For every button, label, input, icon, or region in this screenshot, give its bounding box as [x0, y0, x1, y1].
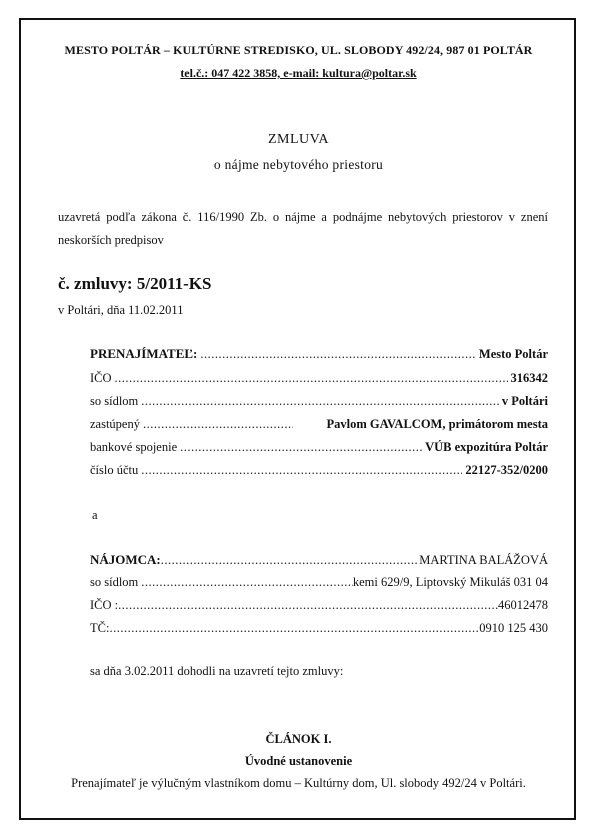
- landlord-bank-row: [90, 440, 548, 458]
- document-title: ZMLUVA: [267, 132, 330, 147]
- conjunction-and: a: [92, 508, 98, 522]
- landlord-ico: 316342: [510, 371, 548, 385]
- place-date: v Poltári, dňa 11.02.2011: [58, 303, 184, 317]
- dot-leader: [180, 440, 422, 455]
- landlord-account-label: číslo účtu: [90, 463, 139, 477]
- article-text: Prenajímateľ je výlučným vlastníkom domu – Kultúrny dom, Ul. slobody 492/24 v Poltári.: [71, 776, 526, 790]
- tenant-ico: 46012478: [498, 598, 548, 612]
- dot-leader: [143, 417, 293, 432]
- landlord-ico-row: [90, 371, 548, 389]
- tenant-name-row: [90, 552, 548, 570]
- tenant-name: MARTINA BALÁŽOVÁ: [419, 553, 548, 567]
- dot-leader: [161, 553, 419, 568]
- tenant-ico-label: IČO :: [90, 598, 119, 612]
- landlord-name-row: [90, 346, 548, 364]
- letterhead-contact: tel.č.: 047 422 3858, e-mail: kultura@poltar.sk: [180, 66, 417, 80]
- tenant-tel-row: [90, 621, 548, 639]
- landlord-bank: VÚB expozitúra Poltár: [425, 440, 548, 454]
- tenant-ico-row: [90, 598, 548, 616]
- tenant-tel: 0910 125 430: [479, 621, 548, 635]
- tenant-seat: kemi 629/9, Liptovský Mikuláš 031 04: [352, 575, 548, 589]
- landlord-bank-label: bankové spojenie: [90, 440, 178, 454]
- tenant-tel-label: TČ:: [90, 621, 110, 635]
- agreement-statement: sa dňa 3.02.2011 dohodli na uzavretí tejto zmluvy:: [90, 664, 344, 678]
- dot-leader: [141, 463, 462, 478]
- landlord-account-row: [90, 463, 548, 481]
- dot-leader: [115, 371, 508, 386]
- landlord-rep-label: zastúpený: [90, 417, 140, 431]
- dot-leader: [141, 575, 353, 590]
- dot-leader: [118, 598, 498, 613]
- landlord-seat-label: so sídlom: [90, 394, 139, 408]
- landlord-ico-label: IČO: [90, 371, 112, 385]
- landlord-seat: v Poltári: [501, 394, 548, 408]
- landlord-account: 22127-352/0200: [465, 463, 548, 477]
- contract-number: č. zmluvy: 5/2011-KS: [58, 274, 212, 293]
- document-subtitle: o nájme nebytového priestoru: [213, 157, 384, 172]
- tenant-seat-label: so sídlom: [90, 575, 139, 589]
- intro-paragraph: uzavretá podľa zákona č. 116/1990 Zb. o nájme a podnájme nebytových priestorov v znení neskorších predpisov: [58, 210, 548, 247]
- dot-leader: [109, 621, 479, 636]
- landlord-name: Mesto Poltár: [478, 347, 548, 361]
- article-heading: ČLÁNOK I.: [265, 732, 332, 746]
- article-subheading: Úvodné ustanovenie: [244, 754, 353, 768]
- tenant-label: NÁJOMCA:: [90, 552, 161, 567]
- letterhead-title: MESTO POLTÁR – KULTÚRNE STREDISKO, UL. SLOBODY 492/24, 987 01 POLTÁR: [64, 43, 533, 57]
- tenant-seat-row: [90, 575, 548, 593]
- landlord-representative: Pavlom GAVALCOM, primátorom mesta: [326, 417, 548, 431]
- dot-leader: [141, 394, 499, 409]
- landlord-label: PRENAJÍMATEĽ:: [90, 346, 198, 361]
- dot-leader: [200, 347, 476, 362]
- landlord-rep-row: [90, 417, 548, 435]
- landlord-seat-row: [90, 394, 548, 412]
